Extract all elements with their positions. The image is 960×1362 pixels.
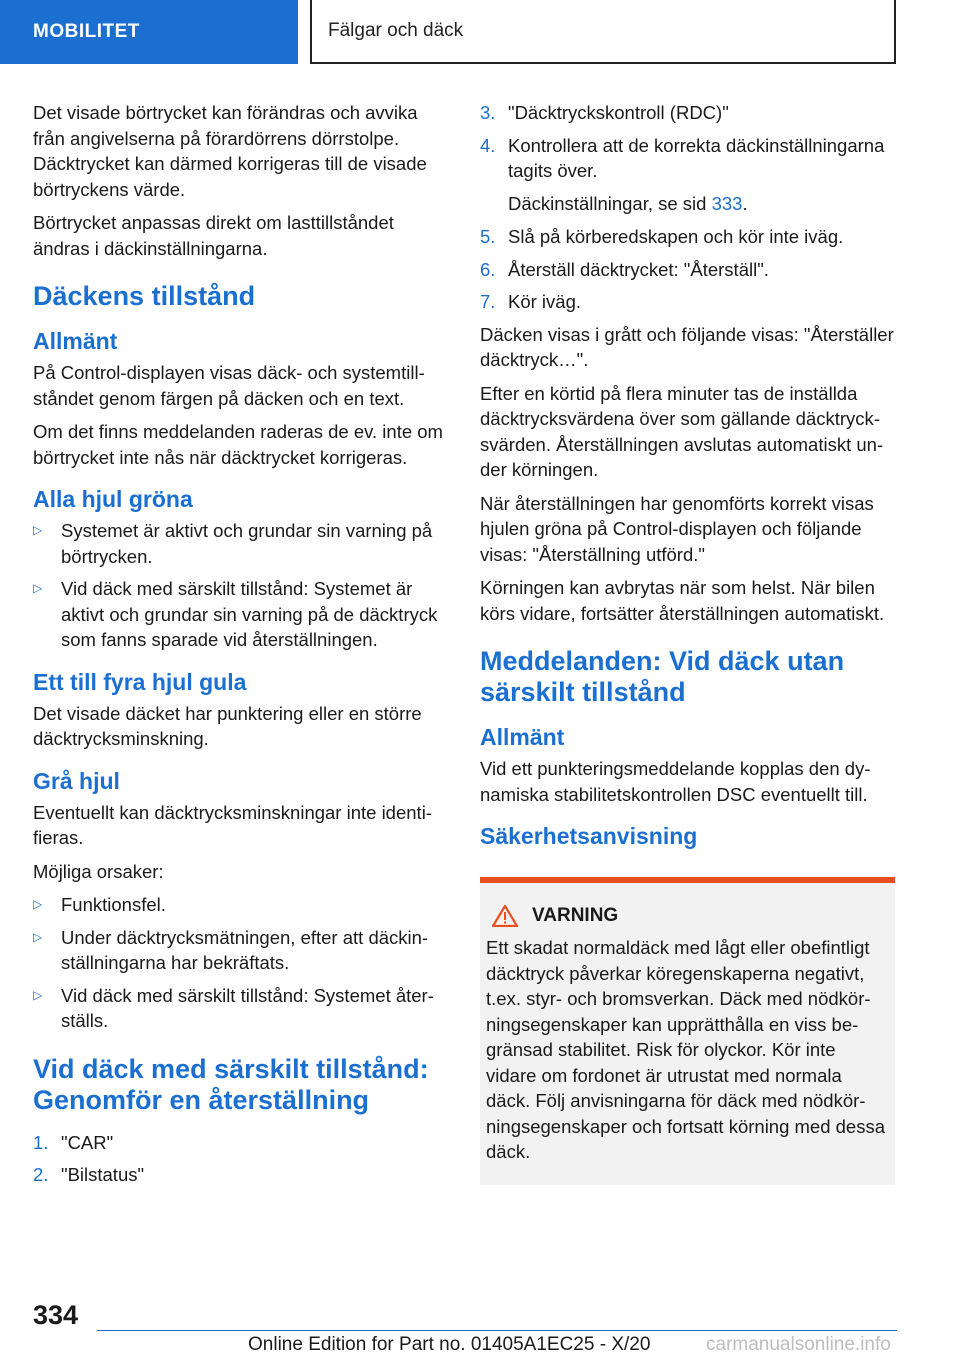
list-item: ▷ Vid däck med särskilt tillstånd: Systemet återställs. — [33, 984, 434, 1031]
heading-gra-hjul: Grå hjul — [33, 767, 120, 794]
heading-meddelanden: Meddelanden: Vid däck utan särskilt tillstånd — [480, 646, 845, 707]
step-item: 5. Slå på körberedskapen och kör inte iväg. — [480, 226, 844, 247]
paragraph: Det visade däcket har punktering eller en större däcktrycksminskning. — [33, 702, 422, 749]
triangle-right-icon: ▷ — [33, 581, 43, 595]
cross-reference: Däckinställningar, se sid 333. — [508, 192, 748, 214]
step-item: 4. Kontrollera att de korrekta däckinställningarna tagits över. — [480, 134, 885, 181]
footer-divider — [97, 1330, 897, 1331]
heading-alla-hjul-grona: Alla hjul gröna — [33, 486, 193, 512]
paragraph: Efter en körtid på flera minuter tas de inställda däcktrycksvärdena över som gällande däcktrycksvärden. Återställningen avslutas automatiskt under körningen. — [480, 382, 884, 480]
paragraph: Vid ett punkteringsmeddelande kopplas den dynamiska stabilitetskontrollen DSC eventuellt till. — [480, 758, 871, 805]
step-item: 6. Återställ däcktrycket: "Återställ". — [480, 258, 769, 280]
warning-text: Ett skadat normaldäck med lågt eller obefintligt däcktryck påverkar köregenskaperna negativt, t.ex. styr- och bromsverkan. Däck med nödkörningsegenskaper kan upprätthålla en viss begränsad stabilitet. Risk för olyckor. Kör inte vidare om fordonet är utrustat med normala däck. Följ anvisningarna för däck med nödkörningsegenskaper och fortsatt körning med dessa däck. — [486, 937, 886, 1162]
section-tab: MOBILITET — [0, 0, 298, 64]
page-link[interactable]: 333 — [711, 192, 743, 214]
left-column — [33, 100, 448, 1195]
list-item: ▷ Vid däck med särskilt tillstånd: Systemet är aktivt och grundar sin varning på de däcktryck som fanns sparade vid återställningen. — [33, 578, 438, 650]
paragraph: Om det finns meddelanden raderas de ev. inte om börtrycket inte nås när däcktrycket korrigeras. — [33, 421, 443, 468]
paragraph: Däcken visas i grått och följande visas: "Återställer däcktryck…". — [480, 323, 894, 370]
triangle-right-icon: ▷ — [33, 987, 43, 1002]
step-item: 7. Kör iväg. — [480, 291, 582, 312]
list-item: ▷ Funktionsfel. — [33, 892, 448, 918]
step-list — [33, 1130, 448, 1188]
triangle-right-icon: ▷ — [33, 929, 43, 944]
heading-dackens-tillstand: Däckens tillstånd — [33, 281, 256, 311]
warning-label: VARNING — [532, 905, 619, 926]
list-item: ▷ Systemet är aktivt och grundar sin varning på börtrycken. — [33, 520, 433, 567]
right-column — [480, 100, 895, 1185]
step-item: 2. "Bilstatus" — [33, 1164, 145, 1185]
warning-header — [486, 905, 887, 927]
triangle-right-icon: ▷ — [33, 897, 43, 911]
step-item: 3. "Däcktryckskontroll (RDC)" — [480, 102, 729, 123]
paragraph: Det visade börtrycket kan förändras och avvika från angivelserna på förardörrens dörrstolpe. Däcktrycket kan därmed korrigeras till de visade börtryckens värde. — [33, 102, 427, 200]
heading-sakerhetsanvisning: Säkerhetsanvisning — [480, 823, 698, 849]
paragraph: Möjliga orsaker: — [33, 860, 164, 882]
warning-triangle-icon — [492, 905, 518, 927]
warning-box — [480, 877, 895, 1185]
step-list — [480, 100, 895, 184]
heading-allmant: Allmänt — [480, 724, 565, 750]
paragraph: Börtrycket anpassas direkt om lasttillståndet ändras i däckinställningarna. — [33, 212, 394, 259]
list-item: ▷ Under däcktrycksmätningen, efter att däckinställningarna har bekräftats. — [33, 926, 429, 973]
footer-edition: Online Edition for Part no. 01405A1EC25 - X/20 — [248, 1334, 651, 1355]
bullet-list — [33, 892, 448, 1034]
heading-hjul-gula: Ett till fyra hjul gula — [33, 668, 247, 695]
paragraph: Körningen kan avbrytas när som helst. När bilen körs vidare, fortsätter återställningen automatiskt. — [480, 577, 885, 624]
step-list — [480, 224, 895, 315]
watermark: carmanualsonline.info — [706, 1334, 891, 1355]
page-number: 334 — [33, 1300, 79, 1330]
chapter-title: Fälgar och däck — [310, 0, 896, 64]
triangle-right-icon: ▷ — [33, 523, 43, 537]
paragraph: På Control-displayen visas däck- och systemtillståndet genom färgen på däcken och en text. — [33, 362, 425, 409]
paragraph: När återställningen har genomförts korrekt visas hjulen gröna på Control-displayen och följande visas: "Återställning utförd." — [480, 492, 874, 565]
step-item: 1. "CAR" — [33, 1131, 114, 1153]
bullet-list — [33, 518, 448, 653]
paragraph: Eventuellt kan däcktrycksminskningar inte identifieras. — [33, 801, 432, 848]
heading-genomfor-aterstallning: Vid däck med särskilt tillstånd: Genomför en återställning — [33, 1053, 429, 1115]
heading-allmant: Allmänt — [33, 328, 118, 354]
